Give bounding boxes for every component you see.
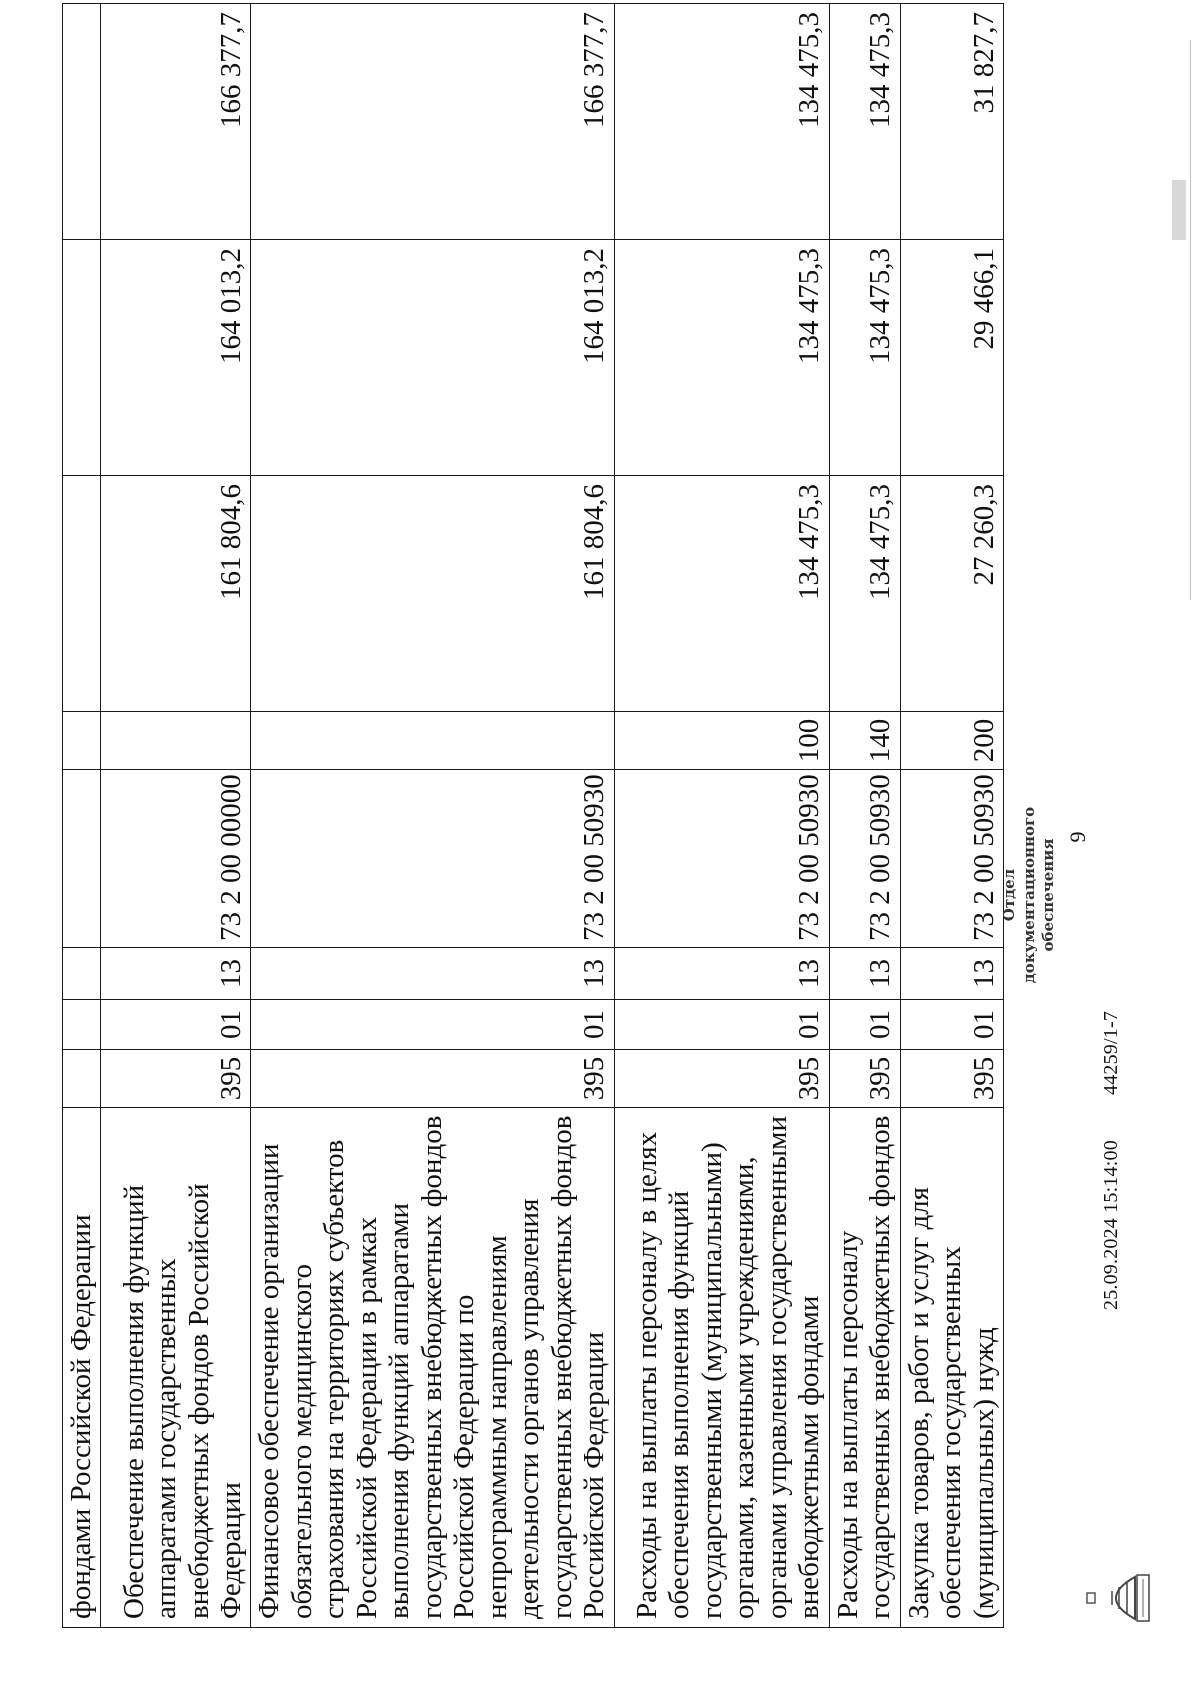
department-stamp — [1000, 795, 1059, 995]
amount-2025: 164 013,2 — [101, 240, 251, 476]
subsection-code: 13 — [614, 948, 829, 1000]
table-row — [829, 4, 900, 1628]
subsection-code: 13 — [900, 948, 1003, 1000]
amount-2026: 134 475,3 — [614, 4, 829, 240]
table-row — [251, 4, 614, 1628]
expense-name: Финансовое обеспечение организации обязательного медицинского страхования на территориях субъектов Российской Федерации в рамках выполнения функций аппаратами государственных внебюджетных фондов Российской Федерации по непрограммным направлениям деятельности органов управления государственных внебюджетных фондов Российской Федерации — [251, 1108, 614, 1628]
section-code: 01 — [251, 1000, 614, 1050]
empty-cell — [63, 476, 101, 712]
subsection-code: 13 — [101, 948, 251, 1000]
section-code: 01 — [101, 1000, 251, 1050]
section-code: 01 — [829, 1000, 900, 1050]
expense-type-code: 100 — [614, 712, 829, 770]
grbs-code: 395 — [829, 1050, 900, 1108]
stamp-line: Отдел документационного — [1000, 806, 1038, 984]
amount-2026: 134 475,3 — [829, 4, 900, 240]
grbs-code: 395 — [251, 1050, 614, 1108]
section-code: 01 — [614, 1000, 829, 1050]
expense-type-code — [101, 712, 251, 770]
expense-name: Расходы на выплаты персоналу в целях обеспечения выполнения функций государственными (муниципальными) органами, казенными учреждениями, органами управления государственными внебюджетными фондами — [614, 1108, 829, 1628]
amount-2025: 29 466,1 — [900, 240, 1003, 476]
target-article-code: 73 2 00 50930 — [829, 770, 900, 948]
table-row — [900, 4, 1003, 1628]
emblem-logo-icon — [1085, 1569, 1155, 1627]
grbs-code: 395 — [101, 1050, 251, 1108]
amount-2026: 166 377,7 — [101, 4, 251, 240]
section-code: 01 — [900, 1000, 1003, 1050]
target-article-code: 73 2 00 50930 — [251, 770, 614, 948]
expense-name: Обеспечение выполнения функций аппаратами государственных внебюджетных фондов Российской Федерации — [101, 1108, 251, 1628]
expense-type-code: 140 — [829, 712, 900, 770]
scan-artifact — [1190, 40, 1191, 600]
expense-type-code: 200 — [900, 712, 1003, 770]
expense-name: Закупка товаров, работ и услуг для обеспечения государственных (муниципальных) нужд — [900, 1108, 1003, 1628]
empty-cell — [63, 1000, 101, 1050]
amount-2025: 164 013,2 — [251, 240, 614, 476]
budget-table — [62, 3, 1004, 1628]
continuation-row — [63, 4, 101, 1628]
empty-cell — [63, 1050, 101, 1108]
empty-cell — [63, 712, 101, 770]
footer-doc-number: 44259/1-7 — [1100, 1010, 1122, 1095]
target-article-code: 73 2 00 50930 — [900, 770, 1003, 948]
empty-cell — [63, 240, 101, 476]
table-row — [614, 4, 829, 1628]
expense-name: Расходы на выплаты персоналу государственных внебюджетных фондов — [829, 1108, 900, 1628]
target-article-code: 73 2 00 50930 — [614, 770, 829, 948]
target-article-code: 73 2 00 00000 — [101, 770, 251, 948]
amount-2024: 27 260,3 — [900, 476, 1003, 712]
subsection-code: 13 — [251, 948, 614, 1000]
amount-2024: 134 475,3 — [614, 476, 829, 712]
footer-datetime: 25.09.2024 15:14:00 — [1100, 1140, 1122, 1310]
amount-2024: 161 804,6 — [101, 476, 251, 712]
amount-2025: 134 475,3 — [614, 240, 829, 476]
expense-type-code — [251, 712, 614, 770]
amount-2026: 31 827,7 — [900, 4, 1003, 240]
empty-cell — [63, 770, 101, 948]
empty-cell — [63, 4, 101, 240]
grbs-code: 395 — [614, 1050, 829, 1108]
continuation-name: фондами Российской Федерации — [63, 1108, 101, 1628]
page-number: 9 — [1065, 831, 1090, 843]
amount-2026: 166 377,7 — [251, 4, 614, 240]
amount-2024: 161 804,6 — [251, 476, 614, 712]
amount-2025: 134 475,3 — [829, 240, 900, 476]
empty-cell — [63, 948, 101, 1000]
grbs-code: 395 — [900, 1050, 1003, 1108]
subsection-code: 13 — [829, 948, 900, 1000]
stamp-line: обеспечения — [1039, 838, 1057, 952]
scan-artifact — [1172, 180, 1186, 240]
table-row — [101, 4, 251, 1628]
amount-2024: 134 475,3 — [829, 476, 900, 712]
